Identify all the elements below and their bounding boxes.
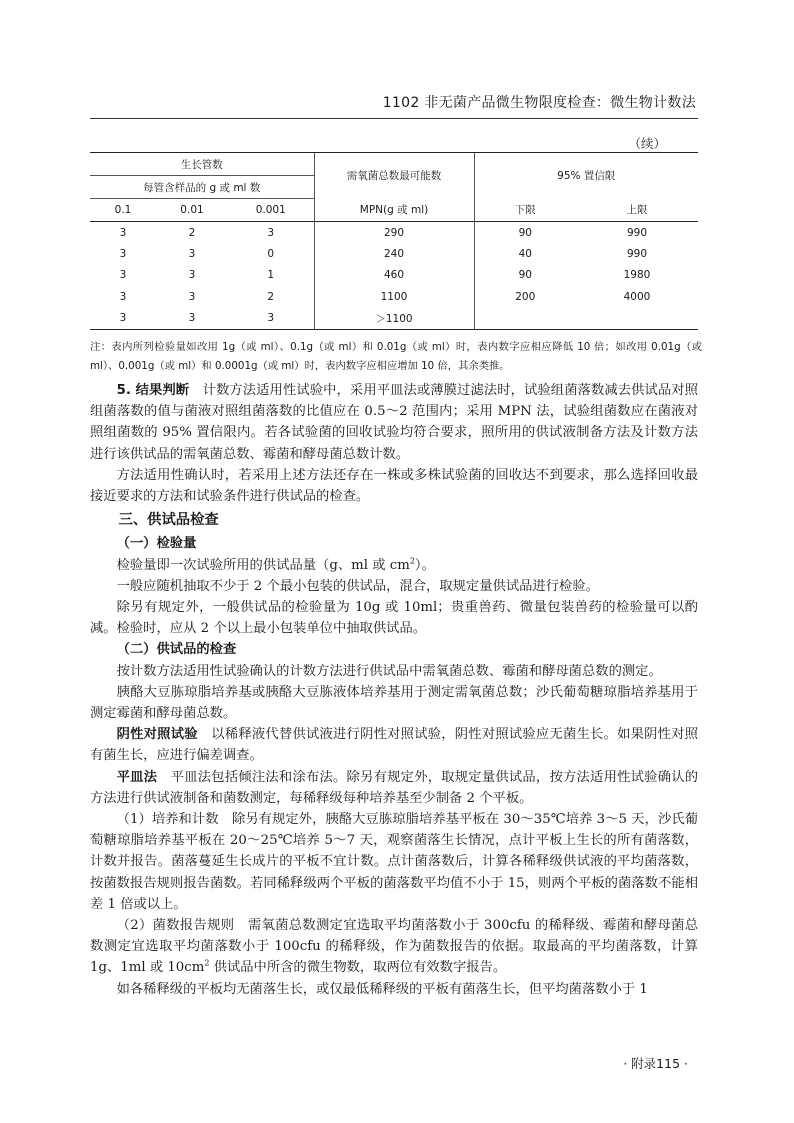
table-cell (576, 308, 698, 330)
table-continued-label: （续） (628, 136, 666, 151)
table-cell: 290 (314, 222, 474, 244)
table-cell (474, 308, 576, 330)
superscript: 2 (409, 556, 415, 566)
header-rule (90, 118, 698, 119)
paragraph: （1）培养和计数 除另有规定外，胰酪大豆胨琼脂培养基平板在 30～35℃培养 3～5 天，沙氏葡萄糖琼脂培养基平板在 20～25℃培养 5～7 天，观察菌落生长情况，点计平板上生长的所有菌落数，计数并报告。菌落蔓延生长成片的平板不宜计数。点计菌落数后，计算各稀释级供试液的平均菌落数，按菌数报告规则报告菌数。若同稀释级两个平板的菌落数平均值不小于 15，则两个平板的菌落数不能相差 1 倍或以上。 (90, 812, 698, 912)
table-cell: 40 (474, 243, 576, 264)
table-cell: 2 (267, 290, 275, 303)
table-cell: 3 (267, 226, 275, 239)
table-cell: 3 (156, 308, 228, 330)
subsection-heading: （一）检验量 (116, 536, 197, 552)
table-cell: 4000 (623, 290, 651, 303)
table-cell: 3 (119, 269, 127, 282)
header-sample-per-tube: 每管含样品的 g 或 ml 数 (90, 176, 314, 199)
header-sub-0.1: 0.1 (90, 199, 156, 222)
table-cell: 460 (314, 265, 474, 286)
table-cell: 240 (314, 243, 474, 264)
paragraph-result-judgment (90, 380, 698, 465)
paragraph: 胰酪大豆胨琼脂培养基或胰酪大豆胨液体培养基用于测定需氧菌总数；沙氏葡萄糖琼脂培养基用于测定霉菌和酵母菌总数。 (90, 684, 698, 722)
body-text (90, 380, 698, 1000)
paragraph-negative-control (90, 724, 698, 766)
paragraph: 除另有规定外，一般供试品的检验量为 10g 或 10ml；贵重兽药、微量包装兽药的检验量可以酌减。检验时，应从 2 个以上最小包装单位中抽取供试品。 (90, 600, 698, 637)
paragraph-text: 平皿法包括倾注法和涂布法。除另有规定外，取规定量供试品，按方法适用性试验确认的方法进行供试液制备和菌数测定，每稀释级每种培养基至少制备 2 个平板。 (90, 769, 699, 806)
table-row (90, 265, 698, 286)
paragraph-heading: 阴性对照试验 (116, 727, 198, 743)
paragraph-heading: 5. 结果判断 (116, 383, 190, 398)
paragraph: 如各稀释级的平板均无菌落生长，或仅最低稀释级的平板有菌落生长，但平均菌落数小于 1 (116, 981, 648, 997)
paragraph (90, 915, 698, 979)
mpn-table (90, 152, 698, 330)
table-cell: 2 (188, 226, 196, 239)
paragraph (90, 555, 698, 576)
table-cell: 1100 (314, 286, 474, 307)
table-row (90, 222, 698, 244)
table-cell: 3 (188, 248, 196, 261)
subsection-heading: （二）供试品的检查 (116, 642, 237, 658)
table-cell: 990 (626, 248, 648, 261)
table-cell: 3 (90, 308, 156, 330)
paragraph-text: 检验量即一次试验所用的供试品量（g、ml 或 cm (116, 557, 410, 573)
table-cell: 3 (119, 226, 127, 239)
table-cell: 3 (119, 290, 127, 303)
paragraph: 一般应随机抽取不少于 2 个最小包装的供试品，混合，取规定量供试品进行检验。 (116, 578, 599, 594)
header-mpn-title: 需氧菌总数最可能数 (314, 153, 474, 199)
paragraph-text: （2）菌数报告规则 需氧菌总数测定宜选取平均菌落数小于 300cfu 的稀释级、霉菌和酵母菌总数测定宜选取平均菌落数小于 100cfu 的稀释级，作为菌数报告的依据。取最高的平均菌落数，计算 1g、1ml 或 10cm (90, 918, 698, 976)
header-mpn-unit: MPN(g 或 ml) (314, 199, 474, 222)
table-row (90, 243, 698, 264)
header-sub-0.001: 0.001 (228, 199, 314, 222)
paragraph-text: 供试品中所含的微生物数，取两位有效数字报告。 (209, 960, 507, 976)
table-cell: ＞1100 (314, 308, 474, 330)
table-row (90, 286, 698, 307)
paragraph-heading: 平皿法 (116, 769, 158, 785)
table-cell: 3 (119, 248, 127, 261)
paragraph-text: 以稀释液代替供试液进行阴性对照试验，阴性对照试验应无菌生长。如果阴性对照有菌生长，应进行偏差调查。 (90, 727, 699, 764)
header-lower-limit: 下限 (474, 199, 576, 222)
paragraph-text: ）。 (414, 557, 435, 573)
header-sub-0.01: 0.01 (156, 199, 228, 222)
table-cell: 3 (228, 308, 314, 330)
table-cell: 1 (267, 269, 275, 282)
paragraph-plate-method (90, 767, 698, 809)
table-cell: 90 (474, 222, 576, 244)
page-number: · 附录115 · (623, 1056, 688, 1071)
table-cell: 90 (474, 265, 576, 286)
paragraph: 方法适用性确认时，若采用上述方法还存在一株或多株试验菌的回收达不到要求，那么选择回收最接近要求的方法和试验条件进行供试品的检查。 (90, 467, 698, 505)
header-confidence-limit: 95% 置信限 (474, 153, 698, 199)
section-heading: 三、供试品检查 (118, 512, 219, 529)
table-cell: 3 (188, 269, 196, 282)
superscript: 2 (204, 959, 210, 969)
table-footnote: 注：表内所列检验量如改用 1g（或 ml）、0.1g（或 ml）和 0.01g（或 ml）时，表内数字应相应降低 10 倍；如改用 0.01g（或 ml）、0.001g（或 ml）和 0.0001g（或 ml）时，表内数字应相应增加 10 倍，其余类推。 (90, 341, 702, 372)
paragraph: 按计数方法适用性试验确认的计数方法进行供试品中需氧菌总数、霉菌和酵母菌总数的测定。 (116, 663, 662, 679)
table-cell: 1980 (623, 269, 651, 282)
running-header: 1102 非无菌产品微生物限度检查：微生物计数法 (382, 95, 696, 111)
paragraph-text: 计数方法适用性试验中，采用平皿法或薄膜过滤法时，试验组菌落数减去供试品对照组菌落数的值与菌液对照组菌落数的比值应在 0.5～2 范围内；采用 MPN 法，试验组菌数应在菌液对照组菌数的 95% 置信限内。若各试验菌的回收试验均符合要求，照所用的供试液制备方法及计数方法进行该供试品的需氧菌总数、霉菌和酵母菌总数计数。 (90, 383, 699, 462)
header-growth-tubes: 生长管数 (90, 153, 314, 176)
table-cell: 0 (267, 248, 275, 261)
header-upper-limit: 上限 (576, 199, 698, 222)
table-cell: 3 (188, 290, 196, 303)
table-row (90, 308, 698, 330)
table-cell: 990 (626, 226, 648, 239)
table-cell: 200 (474, 286, 576, 307)
